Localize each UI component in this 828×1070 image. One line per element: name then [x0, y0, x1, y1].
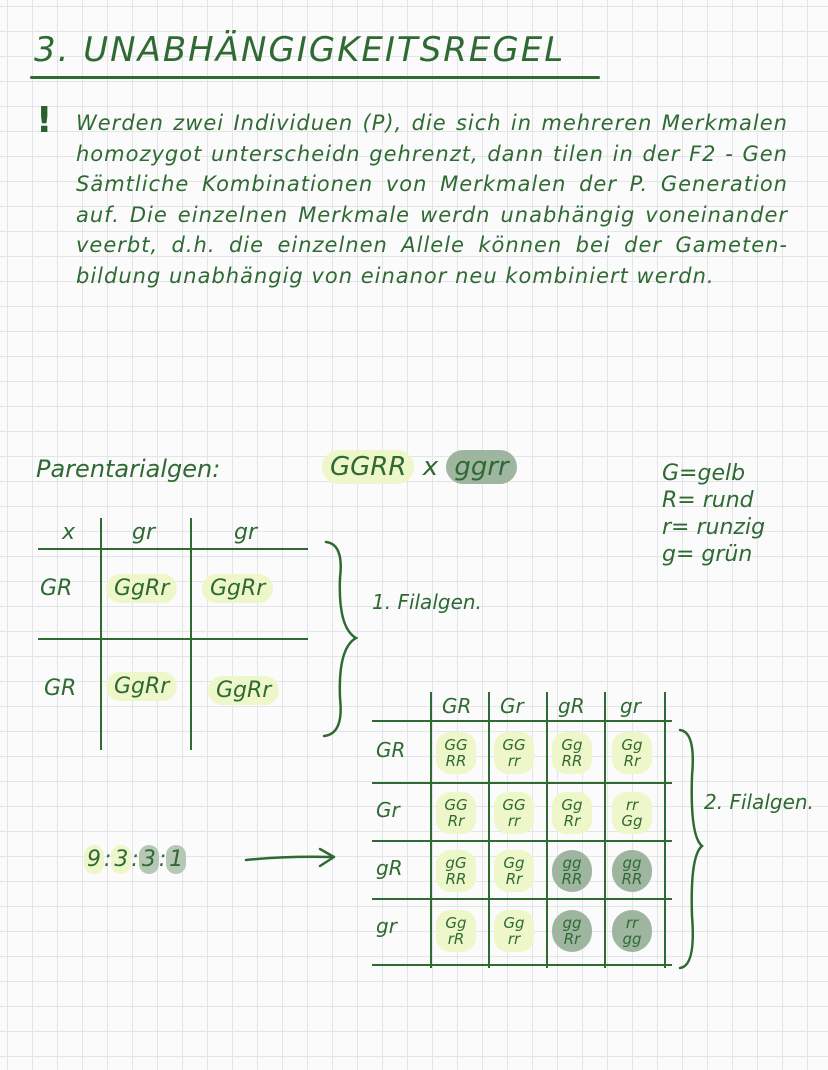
ratio-value: 9 — [84, 845, 104, 874]
genotype-cell: rr Gg — [612, 792, 652, 834]
legend-item: G=gelb — [662, 461, 746, 486]
genotype-cell: Gg rr — [494, 910, 534, 952]
brace-f2 — [676, 726, 706, 972]
genotype-cell: GG rr — [494, 732, 534, 774]
row-header: GR — [376, 738, 406, 762]
genotype-cell: gg Rr — [552, 910, 592, 952]
grid-line — [488, 692, 490, 968]
cross-x: x — [422, 452, 439, 482]
grid-line — [372, 782, 672, 784]
legend-item: R= rund — [662, 488, 754, 513]
grid-line — [372, 840, 672, 842]
genotype-cell: GG RR — [436, 732, 476, 774]
genotype-cell: GgRr — [106, 672, 177, 701]
row-header: gr — [376, 914, 397, 938]
row-header: Gr — [376, 798, 400, 822]
genotype-cell: Gg Rr — [494, 850, 534, 892]
column-header: Gr — [500, 694, 524, 718]
genotype-cell: GgRr — [202, 574, 273, 603]
genotype-cell: Gg Rr — [612, 732, 652, 774]
genotype-cell: gG RR — [436, 850, 476, 892]
column-header: gr — [234, 520, 258, 545]
legend-item: g= grün — [662, 542, 753, 567]
corner-label: x — [62, 520, 76, 545]
grid-line — [372, 898, 672, 900]
punnett-square-f2 — [372, 692, 672, 968]
rule-paragraph: Werden zwei Individuen (P), die sich in mehreren Merkmalen homozygot unterscheidn gehrenzt, dann tilen in der F2 - Gen Sämtliche Kombinationen von Merkmalen der P. Generation auf. Die einzelnen Merkmale werdn unabhängig voneinander veerbt, d.h. die einzelnen Allele können bei der Gameten-bildung unabhängig von einanor neu kombiniert werdn. — [76, 111, 788, 288]
punnett-square-f1 — [38, 518, 308, 750]
grid-line — [664, 692, 666, 968]
genotype-cell: Gg RR — [552, 732, 592, 774]
grid-line — [38, 548, 308, 550]
grid-line — [372, 720, 672, 722]
filial2-label: 2. Filalgen. — [704, 790, 814, 814]
arrow-right-icon — [244, 846, 340, 870]
brace-f1 — [316, 538, 372, 742]
ratio-value: 1 — [166, 845, 186, 874]
exclamation-icon: ! — [36, 100, 53, 141]
cross-right: ggrr — [446, 450, 516, 484]
title-underline — [30, 76, 600, 79]
row-header: gR — [376, 856, 403, 880]
ratio-value: 3 — [111, 845, 131, 874]
grid-line — [38, 638, 308, 640]
filial1-label: 1. Filalgen. — [372, 590, 482, 614]
column-header: GR — [442, 694, 472, 718]
parental-label: Parentarialgen: — [36, 455, 221, 483]
parental-cross — [322, 452, 517, 482]
genotype-cell: GG Rr — [436, 792, 476, 834]
column-header: gR — [558, 694, 585, 718]
page-title: 3. UNABHÄNGIGKEITSREGEL — [34, 30, 566, 70]
allele-legend — [662, 460, 765, 568]
ratio-value: 3 — [139, 845, 159, 874]
grid-line — [546, 692, 548, 968]
genotype-cell: Gg Rr — [552, 792, 592, 834]
legend-item: r= runzig — [662, 515, 766, 540]
genotype-cell: GgRr — [106, 574, 177, 603]
genotype-cell: Gg rR — [436, 910, 476, 952]
column-header: gr — [620, 694, 641, 718]
phenotype-ratio: 9 : 3 : 3 : 1 — [84, 845, 186, 874]
cross-left: GGRR — [322, 450, 414, 484]
genotype-cell: rr gg — [612, 910, 652, 952]
grid-line — [190, 518, 192, 750]
grid-line — [372, 964, 672, 966]
row-header: GR — [44, 676, 77, 701]
genotype-cell: GG rr — [494, 792, 534, 834]
row-header: GR — [40, 576, 73, 601]
genotype-cell: GgRr — [208, 676, 279, 705]
grid-line — [100, 518, 102, 750]
grid-line — [604, 692, 606, 968]
genotype-cell: gg RR — [552, 850, 592, 892]
genotype-cell: gg RR — [612, 850, 652, 892]
grid-line — [430, 692, 432, 968]
column-header: gr — [132, 520, 156, 545]
